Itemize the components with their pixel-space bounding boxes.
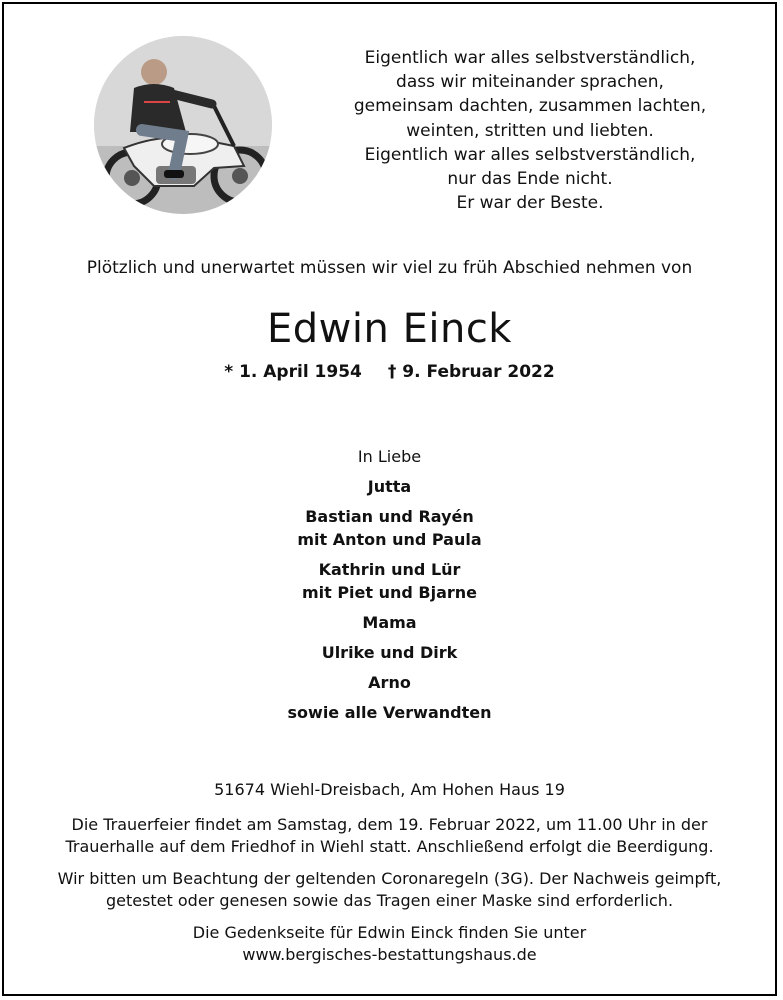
mourner-name: sowie alle Verwandten [287,703,492,722]
poem-line: dass wir miteinander sprachen, [396,72,664,93]
mourner-group [0,475,779,498]
funeral-info [0,779,779,976]
motorcycle-rider-image [94,36,272,214]
life-dates [0,362,779,382]
mourner-name: mit Anton und Paula [297,530,482,549]
poem-line: weinten, stritten und liebten. [406,120,654,141]
poem-line: Er war der Beste. [456,193,604,214]
poem-line: gemeinsam dachten, zusammen lachten, [353,96,707,117]
poem-line: Eigentlich war alles selbstverständlich, [364,48,696,68]
memorial-line: Die Gedenkseite für Edwin Einck finden Sie unter [192,922,587,942]
mourner-group [0,611,779,634]
mourner-group [0,641,779,664]
mourner-name: Arno [368,673,411,692]
corona-line: getestet oder genesen sowie das Tragen einer Maske sind erforderlich. [105,891,674,910]
mourner-name: mit Piet und Bjarne [301,583,478,602]
poem-line: Eigentlich war alles selbstverständlich, [364,144,696,165]
ceremony-line: Die Trauerfeier findet am Samstag, dem 19. Februar 2022, um 11.00 Uhr in der [71,814,708,834]
mourner-group [0,505,779,551]
mourner-group [0,701,779,724]
birth-date: * 1. April 1954 [224,362,362,382]
poem [320,46,740,215]
mourners-list [0,445,779,731]
portrait-photo [94,36,272,214]
mourner-group [0,558,779,604]
mourners-heading: In Liebe [357,447,422,466]
memorial-url: www.bergisches-bestattungshaus.de [242,945,537,964]
mourner-name: Ulrike und Dirk [321,643,458,662]
death-date: † 9. Februar 2022 [387,362,555,382]
intro-text: Plötzlich und unerwartet müssen wir viel zu früh Abschied nehmen von [86,258,693,278]
mourner-name: Bastian und Rayén [305,507,474,526]
deceased-name: Edwin Einck [267,306,512,352]
corona-line: Wir bitten um Beachtung der geltenden Coronaregeln (3G). Der Nachweis geimpft, [57,868,722,888]
poem-line: nur das Ende nicht. [447,169,613,190]
mourner-name: Jutta [367,477,412,496]
mourner-group [0,671,779,694]
ceremony-line: Trauerhalle auf dem Friedhof in Wiehl statt. Anschließend erfolgt die Beerdigung. [65,837,714,856]
address: 51674 Wiehl-Dreisbach, Am Hohen Haus 19 [214,780,565,799]
mourner-name: Mama [362,613,417,632]
mourner-name: Kathrin und Lür [318,560,461,579]
